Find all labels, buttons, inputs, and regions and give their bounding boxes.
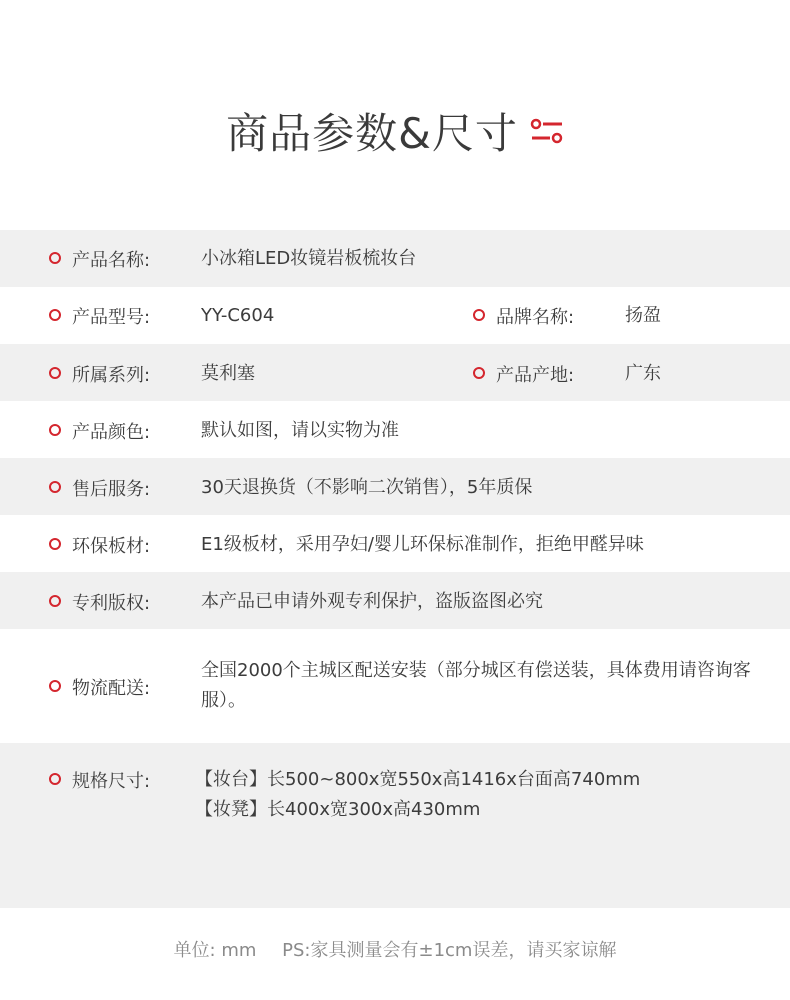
bullet-icon (49, 424, 61, 436)
value-logistics: 全国2000个主城区配送安装（部分城区有偿送装，具体费用请咨询客服）。 (201, 660, 751, 711)
row-after-sale (0, 458, 790, 515)
label-series: 所属系列: (72, 365, 151, 386)
bullet-icon (49, 680, 61, 692)
value-patent: 本产品已申请外观专利保护，盗版盗图必究 (201, 591, 543, 612)
row-color (0, 401, 790, 458)
measurement-note: PS:家具测量会有±1cm误差，请买家谅解 (282, 940, 617, 961)
label-patent: 专利版权: (72, 593, 151, 614)
value-size-table: 【妆台】长500~800x宽550x高1416x台面高740mm (195, 769, 641, 790)
bullet-icon (49, 309, 61, 321)
value-color: 默认如图，请以实物为准 (201, 420, 399, 441)
row-series-origin (0, 344, 790, 401)
value-after-sale: 30天退换货（不影响二次销售），5年质保 (201, 477, 533, 498)
label-origin: 产品产地: (496, 365, 575, 386)
bullet-icon (49, 773, 61, 785)
bullet-icon (49, 538, 61, 550)
bullet-icon (473, 367, 485, 379)
label-after-sale: 售后服务: (72, 479, 151, 500)
page-title: 商品参数&尺寸 (226, 109, 518, 158)
bullet-icon (49, 481, 61, 493)
label-logistics: 物流配送: (72, 678, 151, 699)
footer-note (0, 936, 790, 962)
label-model: 产品型号: (72, 307, 151, 328)
value-brand: 扬盈 (625, 305, 661, 326)
value-product-name: 小冰箱LED妆镜岩板梳妆台 (201, 248, 417, 269)
row-model-brand (0, 287, 790, 344)
value-origin: 广东 (625, 363, 661, 384)
page-header (0, 96, 790, 166)
row-logistics (0, 629, 790, 743)
value-series: 莫利塞 (201, 363, 255, 384)
label-brand: 品牌名称: (496, 307, 575, 328)
value-size-stool: 【妆凳】长400x宽300x高430mm (195, 799, 481, 820)
bullet-icon (49, 252, 61, 264)
bullet-icon (49, 595, 61, 607)
bullet-icon (49, 367, 61, 379)
label-product-name: 产品名称: (72, 250, 151, 271)
label-color: 产品颜色: (72, 422, 151, 443)
row-patent (0, 572, 790, 629)
bullet-icon (473, 309, 485, 321)
label-material: 环保板材: (72, 536, 151, 557)
settings-sliders-icon (530, 116, 564, 146)
value-model: YY-C604 (201, 305, 275, 326)
row-product-name (0, 230, 790, 287)
row-size (0, 743, 790, 908)
value-material: E1级板材，采用孕妇/婴儿环保标准制作，拒绝甲醛异味 (201, 534, 644, 555)
unit-text: 单位: mm (173, 940, 257, 961)
label-size: 规格尺寸: (72, 771, 151, 792)
row-material (0, 515, 790, 572)
